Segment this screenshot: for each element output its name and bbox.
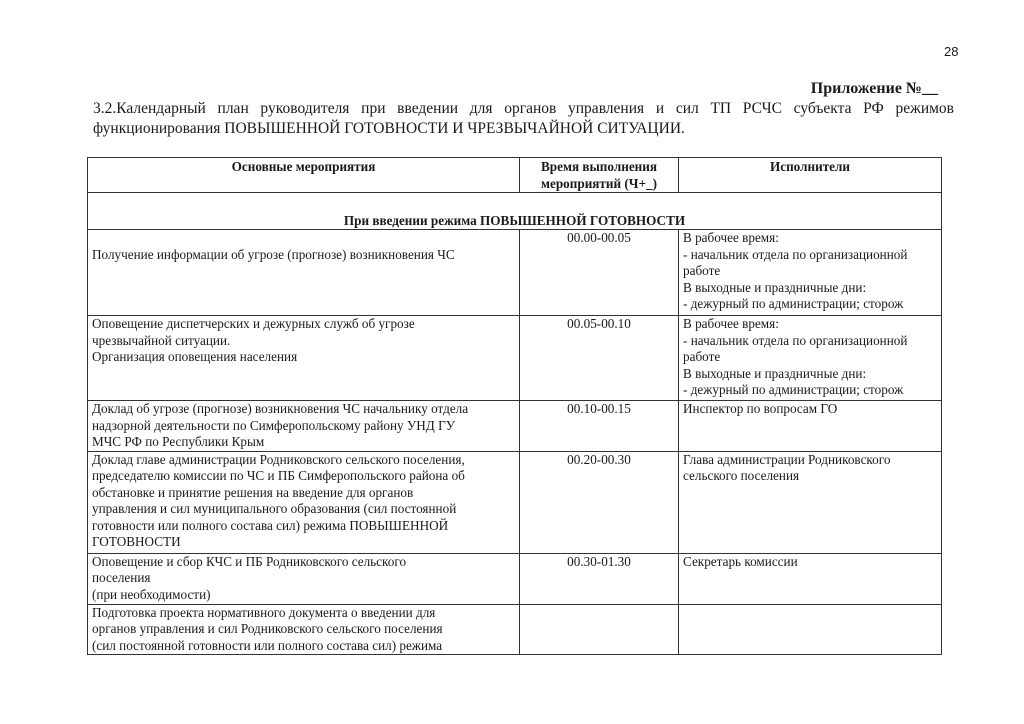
executors-cell bbox=[679, 451, 942, 553]
executors-cell bbox=[679, 401, 942, 452]
activity-line: Доклад главе администрации Родниковского сельского поселения, bbox=[92, 451, 465, 467]
document-title bbox=[93, 99, 954, 139]
activity-line: ГОТОВНОСТИ bbox=[92, 534, 181, 549]
activity-line: (при необходимости) bbox=[92, 586, 211, 602]
executor-line: - дежурный по администрации; сторож bbox=[683, 382, 904, 397]
document-title-line-2: функционирования ПОВЫШЕННОЙ ГОТОВНОСТИ И ЧРЕЗВЫЧАЙНОЙ СИТУАЦИИ. bbox=[93, 120, 685, 137]
table-row bbox=[88, 316, 942, 401]
appendix-label: Приложение №__ bbox=[810, 80, 938, 97]
header-time-line-1: Время выполнения bbox=[540, 159, 657, 174]
activity-line: обстановке и принятие решения на введение для органов bbox=[92, 484, 414, 500]
table-row bbox=[88, 451, 942, 553]
executor-line: работе bbox=[683, 349, 721, 364]
activity-line: МЧС РФ по Республики Крым bbox=[92, 434, 265, 449]
table-row bbox=[88, 401, 942, 452]
calendar-plan-table bbox=[87, 157, 942, 655]
table-header-row bbox=[88, 158, 942, 193]
time-cell: 00.05-00.10 bbox=[520, 316, 679, 401]
activity-line: управления и сил муниципального образования (сил постоянной bbox=[92, 501, 457, 516]
activity-line: готовности или полного состава сил) режима ПОВЫШЕННОЙ bbox=[92, 517, 449, 533]
executors-cell bbox=[679, 553, 942, 604]
executor-line: - начальник отдела по организационной bbox=[683, 246, 908, 262]
activity-cell bbox=[88, 401, 520, 452]
time-cell bbox=[520, 604, 679, 655]
activity-cell bbox=[88, 553, 520, 604]
header-activities: Основные мероприятия bbox=[88, 158, 520, 193]
executor-line: - начальник отдела по организационной bbox=[683, 332, 908, 348]
executor-line: Инспектор по вопросам ГО bbox=[683, 401, 838, 416]
executor-line: В выходные и праздничные дни: bbox=[683, 279, 867, 295]
executor-line: В рабочее время: bbox=[683, 316, 779, 331]
activity-line: поселения bbox=[92, 570, 151, 585]
section-title: При введении режима ПОВЫШЕННОЙ ГОТОВНОСТИ bbox=[88, 193, 942, 230]
activity-line: председателю комиссии по ЧС и ПБ Симферопольского района об bbox=[92, 468, 465, 483]
time-cell: 00.20-00.30 bbox=[520, 451, 679, 553]
table-body bbox=[88, 230, 942, 655]
time-cell: 00.00-00.05 bbox=[520, 230, 679, 316]
activity-cell bbox=[88, 316, 520, 401]
activity-cell bbox=[88, 451, 520, 553]
header-executors: Исполнители bbox=[679, 158, 942, 193]
table-row bbox=[88, 553, 942, 604]
activity-line: органов управления и сил Родниковского сельского поселения bbox=[92, 621, 443, 636]
activity-line: Оповещение и сбор КЧС и ПБ Родниковского сельского bbox=[92, 553, 407, 569]
header-time bbox=[520, 158, 679, 193]
activity-line: надзорной деятельности по Симферопольскому району УНД ГУ bbox=[92, 417, 456, 433]
executor-line: - дежурный по администрации; сторож bbox=[683, 296, 904, 311]
executors-cell bbox=[679, 316, 942, 401]
executor-line: Секретарь комиссии bbox=[683, 553, 798, 569]
executor-line: В рабочее время: bbox=[683, 230, 779, 245]
activity-line: Доклад об угрозе (прогнозе) возникновения ЧС начальнику отдела bbox=[92, 401, 469, 416]
activity-line: Получение информации об угрозе (прогнозе) возникновения ЧС bbox=[92, 247, 455, 262]
document-title-line-1: 3.2.Календарный план руководителя при введении для органов управления и сил ТП РСЧС субъекта РФ режимов bbox=[93, 100, 954, 117]
activity-line: Подготовка проекта нормативного документа о введении для bbox=[92, 604, 436, 620]
time-cell: 00.30-01.30 bbox=[520, 553, 679, 604]
activity-line: (сил постоянной готовности или полного состава сил) режима bbox=[92, 637, 443, 653]
activity-line: Организация оповещения населения bbox=[92, 349, 298, 364]
executor-line: сельского поселения bbox=[683, 468, 800, 483]
activity-cell bbox=[88, 230, 520, 316]
time-cell: 00.10-00.15 bbox=[520, 401, 679, 452]
executor-line: работе bbox=[683, 263, 721, 278]
executors-cell bbox=[679, 230, 942, 316]
table-row bbox=[88, 604, 942, 655]
table-row bbox=[88, 230, 942, 316]
executor-line: В выходные и праздничные дни: bbox=[683, 365, 867, 381]
header-time-line-2: мероприятий (Ч+_) bbox=[541, 175, 657, 191]
executors-cell bbox=[679, 604, 942, 655]
activity-cell bbox=[88, 604, 520, 655]
activity-line: чрезвычайной ситуации. bbox=[92, 332, 231, 348]
executor-line: Глава администрации Родниковского bbox=[683, 451, 891, 467]
page-number: 28 bbox=[944, 44, 959, 59]
activity-line: Оповещение диспетчерских и дежурных служб об угрозе bbox=[92, 316, 415, 331]
section-row bbox=[88, 193, 942, 230]
